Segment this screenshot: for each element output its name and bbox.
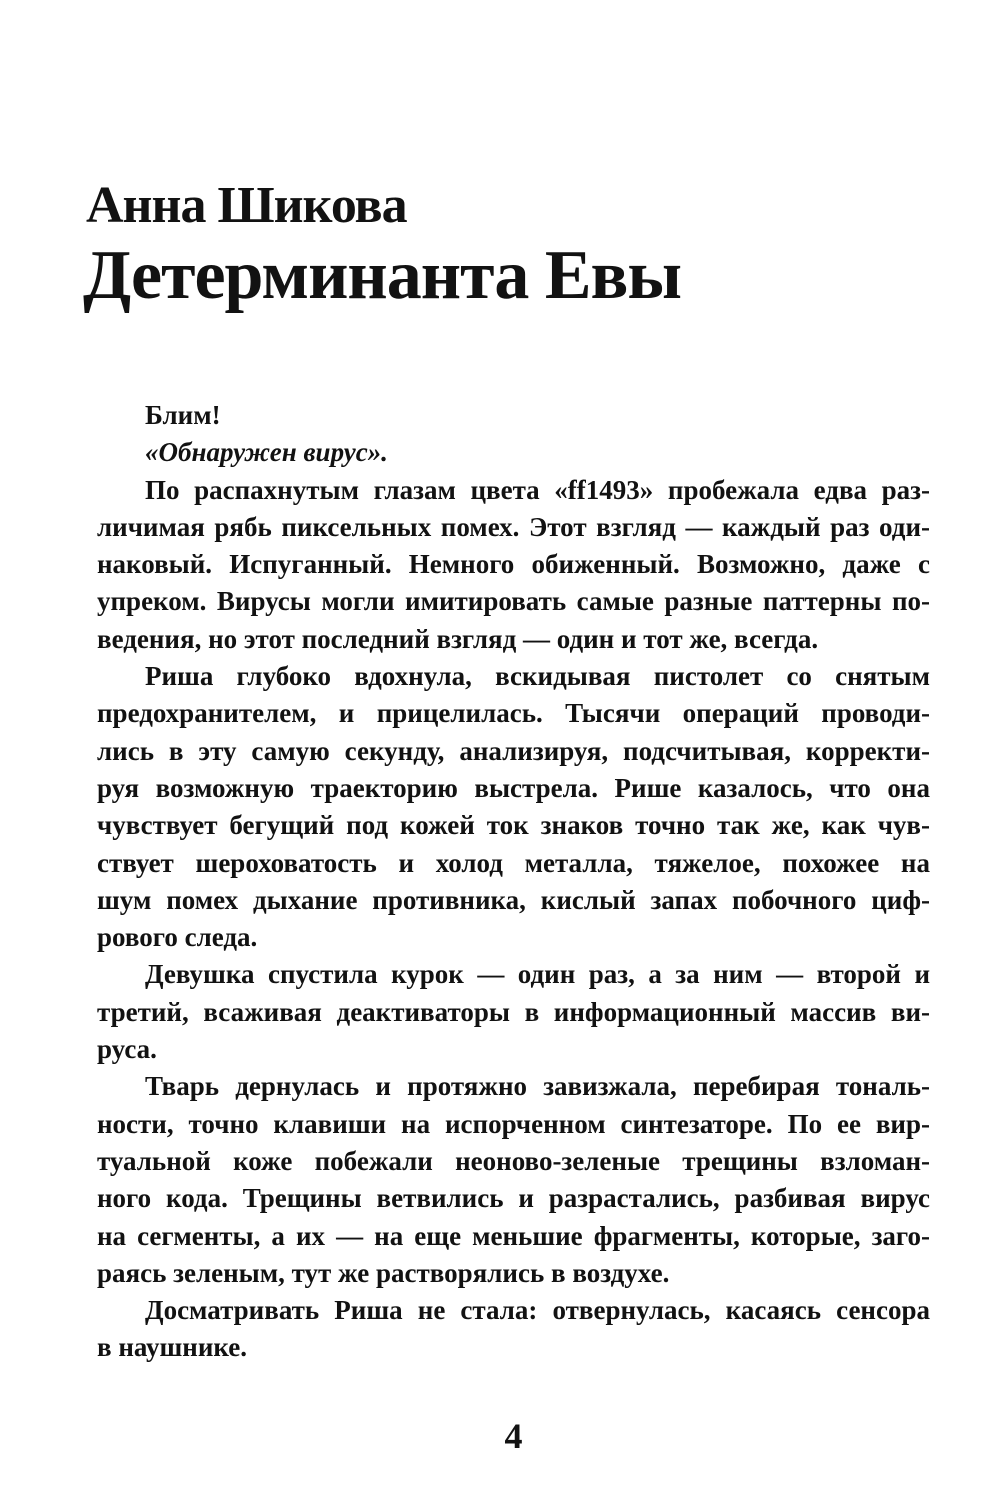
- text-line: руса.: [97, 1034, 157, 1065]
- text-line: Блим!: [145, 400, 221, 430]
- text-line: Тварь дернулась и протяжно завизжала, перебирая тональ-: [145, 1071, 930, 1102]
- paragraph: [97, 956, 930, 1068]
- body-text: [97, 397, 930, 1367]
- text-line: чувствует бегущий под кожей ток знаков точно так же, как чув-: [97, 810, 930, 841]
- text-line: Риша глубоко вдохнула, вскидывая пистолет со снятым: [145, 661, 930, 692]
- paragraph: [97, 472, 930, 658]
- book-title: Детерминанта Евы: [83, 237, 681, 314]
- author-name: Анна Шикова: [86, 177, 407, 234]
- paragraph: [97, 1292, 930, 1367]
- text-line: руя возможную траекторию выстрела. Рише казалось, что она: [97, 772, 930, 803]
- text-line: ствует шероховатость и холод металла, тяжелое, похожее на: [97, 847, 930, 878]
- text-line: на сегменты, а их — на еще меньшие фрагменты, которые, заго-: [97, 1220, 930, 1251]
- paragraph: [97, 397, 930, 434]
- text-line: Досматривать Риша не стала: отвернулась, касаясь сенсора: [145, 1295, 930, 1326]
- text-line: рового следа.: [97, 922, 258, 953]
- text-line: ведения, но этот последний взгляд — один и тот же, всегда.: [97, 623, 819, 654]
- text-line: По распахнутым глазам цвета «ff1493» пробежала едва раз-: [145, 474, 930, 505]
- text-line: Девушка спустила курок — один раз, а за ним — второй и: [145, 959, 930, 990]
- text-line: туальной коже побежали неоново-зеленые трещины взломан-: [97, 1145, 930, 1176]
- paragraph: [97, 658, 930, 956]
- text-line: третий, всаживая деактиваторы в информационный массив ви-: [97, 996, 930, 1027]
- text-line: ного кода. Трещины ветвились и разрастались, разбивая вирус: [97, 1183, 930, 1214]
- text-line: ности, точно клавиши на испорченном синтезаторе. По ее вир-: [97, 1108, 930, 1139]
- text-line: раясь зеленым, тут же растворялись в воздухе.: [97, 1257, 670, 1288]
- text-line: предохранителем, и прицелилась. Тысячи операций проводи-: [97, 698, 930, 729]
- text-line: лись в эту самую секунду, анализируя, подсчитывая, корректи-: [97, 735, 930, 766]
- text-line: в наушнике.: [97, 1332, 248, 1363]
- text-line: «Обнаружен вирус».: [145, 437, 388, 468]
- paragraph: [97, 434, 930, 471]
- text-line: наковый. Испуганный. Немного обиженный. Возможно, даже с: [97, 549, 930, 580]
- text-line: личимая рябь пиксельных помех. Этот взгляд — каждый раз оди-: [97, 511, 930, 542]
- text-line: упреком. Вирусы могли имитировать самые разные паттерны по-: [97, 586, 930, 617]
- paragraph: [97, 1068, 930, 1292]
- page-number: 4: [504, 1416, 523, 1456]
- text-line: шум помех дыхание противника, кислый запах побочного циф-: [97, 884, 930, 915]
